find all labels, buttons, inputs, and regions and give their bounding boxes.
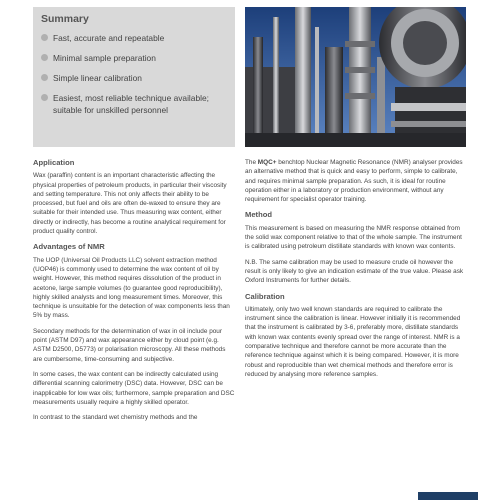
bullet-icon — [41, 74, 48, 81]
bullet-icon — [41, 94, 48, 101]
summary-box — [33, 7, 235, 147]
summary-item-label: Fast, accurate and repeatable — [53, 33, 165, 43]
bullet-icon — [41, 34, 48, 41]
product-brand: MQC+ — [257, 159, 277, 166]
advantages-paragraph: In some cases, the wax content can be indirectly calculated using differential scanning calorimetry (DSC) data. However, DSC can be inapplicable for low wax oils; furthermore, sample preparation and DSC measurements usually require a highly skilled operator. — [33, 370, 235, 406]
advantages-paragraph: In contrast to the standard wet chemistry methods and the — [33, 414, 198, 422]
intro-paragraph — [245, 158, 466, 204]
intro-text: benchtop Nuclear Magnetic Resonance (NMR) analyser provides an alternative method that is quick and easy to perform, simple to calibrate, and requires minimal sample preparation. As such, it is ideal for routine operation either in a laboratory or production environment, without any requirement for specialist operator training. — [245, 159, 463, 204]
application-paragraph: Wax (paraffin) content is an important characteristic affecting the physical properties of petroleum products, in particular their viscosity and setting temperature. This not only affects their ability to be processed, but fuel and oils are often de-waxed to ensure they are suitable for their intended use. Thus measuring wax content, either directly or indirectly, has become a routine analytical requirement for product quality control. — [33, 172, 227, 236]
advantages-paragraph: Secondary methods for the determination of wax in oil include pour point (ASTM D97) and wax appearance either by cloud point (e.g. ASTM D2500, D5773) or polarisation microscopy. All these methods are cumbersome, time-consuming and subjective. — [33, 327, 226, 363]
advantages-heading: Advantages of NMR — [33, 242, 105, 252]
application-heading: Application — [33, 158, 75, 167]
left-column — [33, 158, 235, 428]
refinery-photo — [245, 7, 466, 147]
bullet-icon — [41, 54, 48, 61]
summary-list — [41, 32, 231, 124]
method-paragraph: N.B. The same calibration may be used to measure crude oil however the result is only likely to give an indication estimate of the true value. Please ask Oxford Instruments for further details. — [245, 258, 464, 285]
method-heading: Method — [245, 210, 272, 220]
summary-item — [41, 52, 231, 64]
calibration-heading: Calibration — [245, 291, 285, 301]
summary-title: Summary — [41, 13, 89, 25]
right-column — [245, 158, 466, 385]
summary-item — [41, 72, 231, 84]
intro-prefix: The — [245, 159, 258, 166]
footer-brand-tab — [418, 492, 478, 500]
summary-item-label: Minimal sample preparation — [53, 53, 156, 63]
calibration-paragraph: Ultimately, only two well known standards are required to calibrate the instrument since the calibration is linear. However initially it is recommended that the instrument is calibrated by 3-6, preferably more, distillate standards with known wax contents evenly spread over the range of interest. NMR is a comparative technique and therefore cannot be more accurate than the reference technique against which it is being compared. However, it is more robust and reproducible than wet chemical methods and therefore error is reduced by analysing more reference samples. — [245, 305, 461, 378]
summary-item-label: Simple linear calibration — [53, 73, 142, 83]
summary-item — [41, 32, 231, 44]
summary-item — [41, 92, 231, 116]
method-paragraph: This measurement is based on measuring the NMR response obtained from the solid wax component relative to that of the whole sample. The instrument is calibrated using petroleum distillate standards with known wax contents. — [245, 224, 462, 251]
summary-item-label: Easiest, most reliable technique available; suitable for unskilled personnel — [53, 93, 209, 115]
advantages-paragraph: The UOP (Universal Oil Products LLC) solvent extraction method (UOP46) is commonly used to determine the wax content of oil by weight. However, this method requires dissolution of the product in acetone, large sample volumes (to guarantee good reproducibility), highly skilled analysts and long measurement times. Moreover, this technique is unsuitable for the detection of wax components less than 5% by mass. — [33, 256, 230, 320]
